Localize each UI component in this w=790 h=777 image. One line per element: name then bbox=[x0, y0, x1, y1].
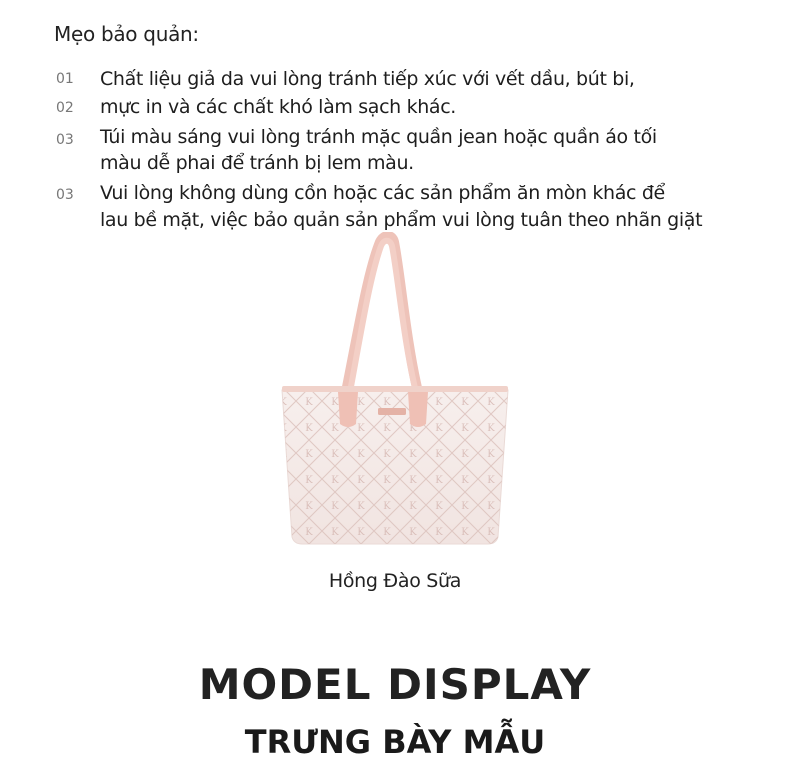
care-line-1: Chất liệu giả da vui lòng tránh tiếp xúc với vết dầu, bút bi, bbox=[100, 68, 635, 90]
product-color-caption: Hồng Đào Sữa bbox=[328, 570, 462, 592]
product-image bbox=[270, 232, 520, 552]
section-title-en: MODEL DISPLAY bbox=[198, 660, 592, 709]
care-line-5: Vui lòng không dùng cồn hoặc các sản phẩm ăn mòn khác để bbox=[100, 182, 665, 204]
care-line-2: mực in và các chất khó làm sạch khác. bbox=[100, 96, 456, 118]
care-number-03b: 03 bbox=[56, 187, 74, 203]
care-line-6: lau bề mặt, việc bảo quản sản phẩm vui lòng tuân theo nhãn giặt bbox=[100, 209, 703, 231]
care-number-03a: 03 bbox=[56, 132, 74, 148]
care-line-4: màu dễ phai để tránh bị lem màu. bbox=[100, 152, 414, 174]
section-title-vi: TRƯNG BÀY MẪU bbox=[244, 723, 546, 761]
care-line-3: Túi màu sáng vui lòng tránh mặc quần jean hoặc quần áo tối bbox=[100, 126, 657, 148]
care-number-02: 02 bbox=[56, 100, 74, 116]
care-heading: Mẹo bảo quản: bbox=[54, 22, 199, 46]
tote-bag-icon bbox=[270, 232, 520, 552]
care-number-01: 01 bbox=[56, 71, 74, 87]
